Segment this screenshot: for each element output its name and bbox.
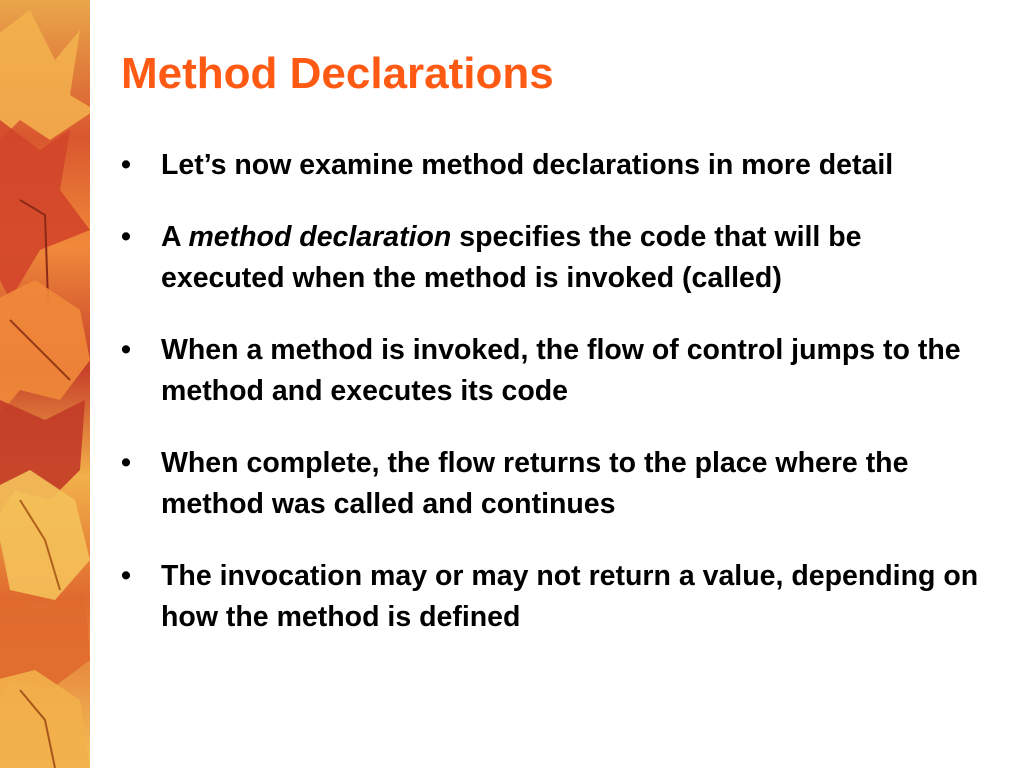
bullet-text-after: specifies the code that will be executed when the method is invoked (called): [161, 221, 862, 294]
bullet-item: [121, 443, 981, 525]
bullet-item: [121, 330, 981, 412]
bullet-text: The invocation may or may not return a value, depending on how the method is defined: [161, 560, 979, 633]
bullet-item: [121, 556, 981, 638]
bullet-item: [121, 145, 981, 186]
slide-title: Method Declarations: [121, 49, 554, 98]
bullet-text: Let’s now examine method declarations in more detail: [161, 149, 894, 181]
bullet-text: [161, 221, 862, 294]
bullet-icon: •: [121, 560, 131, 592]
bullet-icon: •: [121, 334, 131, 366]
bullet-icon: •: [121, 221, 131, 253]
bullet-icon: •: [121, 447, 131, 479]
bullet-item: [121, 217, 981, 299]
bullet-text-before: A: [161, 221, 189, 253]
leaves-illustration: [0, 0, 90, 768]
bullet-text-emphasis: method declaration: [188, 221, 452, 253]
bullet-list: [121, 145, 981, 669]
bullet-text: When a method is invoked, the flow of control jumps to the method and executes its code: [161, 334, 961, 407]
autumn-leaves-image: [0, 0, 90, 768]
bullet-icon: •: [121, 149, 131, 181]
bullet-text: When complete, the flow returns to the place where the method was called and continues: [161, 447, 909, 520]
